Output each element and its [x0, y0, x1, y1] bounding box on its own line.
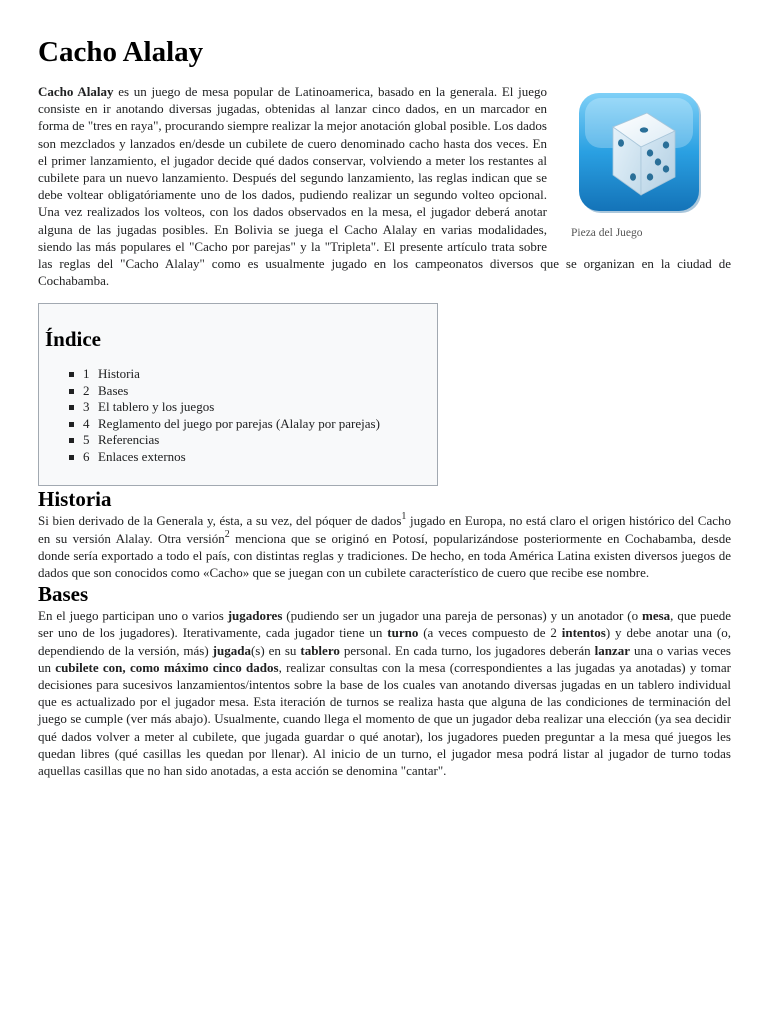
reference-2[interactable]: 2: [224, 528, 230, 540]
bases-bold-term: tablero: [300, 642, 340, 658]
toc-item-number: 4: [83, 415, 90, 431]
toc-item-number: 2: [83, 382, 90, 398]
toc-item-number: 1: [83, 366, 90, 382]
bases-text: (s) en su: [250, 642, 301, 658]
bases-bold-term: jugadores: [227, 608, 283, 624]
bases-text: En el juego participan uno o varios: [38, 608, 228, 624]
bullet-icon: [69, 405, 74, 410]
toc-item-enlaces[interactable]: [69, 449, 437, 466]
bases-bold-term: jugada: [212, 642, 251, 658]
bullet-icon: [69, 422, 74, 427]
toc-item-referencias[interactable]: [69, 432, 437, 449]
intro-bold-lead: Cacho Alalay: [38, 84, 114, 99]
toc-list: [45, 366, 437, 465]
bases-bold-term: mesa: [642, 608, 671, 624]
bases-text: (a veces compuesto de 2: [418, 625, 562, 641]
section-heading-bases: Bases: [38, 582, 89, 607]
toc-item-number: 5: [83, 432, 90, 448]
toc-item-historia[interactable]: [69, 366, 437, 383]
bullet-icon: [69, 455, 74, 460]
toc-item-number: 3: [83, 399, 90, 415]
toc-item-bases[interactable]: [69, 383, 437, 400]
bases-text: (pudiendo ser un jugador una pareja de personas) y un anotador (o: [282, 608, 642, 624]
historia-text-1: Si bien derivado de la Generala y, ésta, a su vez, del póquer de dados: [38, 513, 402, 529]
historia-text-3: menciona que se originó en Potosí, popularizándose posteriormente en Cochabamba, desde donde sería exportado a todo el país, con distintas reglas y tradiciones. De hecho, en toda América Latina existen diversos juegos de dados que son conocidos como «Cacho» que se juegan con un cubilete característico de cuero que recibe ese nombre.: [38, 530, 731, 581]
infobox-figure: [571, 93, 731, 239]
bases-text: , realizar consultas con la mesa (correspondientes a las jugadas ya anotadas) y tomar decisiones para sucesivos lanzamientos/intentos sobre la base de los cuales van anotando diversas jugadas en un tablero individual que es actualizado por el jugador mesa. Esta iteración de turnos se realiza hasta que alguna de las condiciones de terminación del juego se cumple (ver más abajo). Usualmente, cuando llega el momento de que un jugador deba realizar una elección (ya sea decidir qué dados volver a meter al cubilete, que jugada guardar o qué anotar), los jugadores pueden preguntar a la mesa qué juegos les quedan libres (qué casillas les quedan por llenar). Al inicio de un turno, el jugador mesa podrá listar al jugador de turno todas aquellas casillas que no han sido anotadas, a esta acción se denomina "cantar".: [38, 659, 731, 779]
dice-icon[interactable]: [577, 93, 705, 217]
toc-heading: Índice: [45, 327, 102, 352]
bullet-icon: [69, 389, 74, 394]
reference-1[interactable]: 1: [401, 511, 407, 523]
section-heading-historia: Historia: [38, 487, 112, 512]
toc-item-number: 6: [83, 448, 90, 464]
toc-item-tablero[interactable]: [69, 399, 437, 416]
bullet-icon: [69, 372, 74, 377]
toc-item-label[interactable]: Referencias: [98, 432, 160, 448]
bases-text: ) y debe anotar una (o, dependiendo de la versión, más): [38, 625, 731, 658]
toc-item-label[interactable]: Reglamento del juego por parejas (Alalay por parejas): [98, 415, 380, 431]
bases-bold-term: cubilete con, como máximo cinco dados: [55, 659, 279, 675]
figure-caption: Pieza del Juego: [571, 227, 643, 239]
page-title: Cacho Alalay: [38, 36, 204, 68]
bases-text: , que puede ser uno de los jugadores). Iterativamente, cada jugador tiene un: [38, 608, 732, 641]
bases-text: una o varias veces un: [38, 642, 731, 675]
toc-item-label[interactable]: Bases: [98, 382, 129, 398]
bullet-icon: [69, 438, 74, 443]
toc-item-label[interactable]: Enlaces externos: [98, 448, 186, 464]
historia-text-2: jugado en Europa, no está claro el origen histórico del Cacho en su versión Alalay. Otra versión: [38, 513, 731, 546]
historia-paragraph: [38, 512, 731, 581]
toc-item-label[interactable]: El tablero y los juegos: [98, 399, 215, 415]
bases-bold-term: turno: [387, 625, 419, 641]
bases-text: personal. En cada turno, los jugadores deberán: [339, 642, 595, 658]
toc-item-label[interactable]: Historia: [98, 366, 140, 382]
table-of-contents: [38, 303, 438, 486]
intro-text: es un juego de mesa popular de Latinoamerica, basado en la generala. El juego consiste en ir anotando diversas jugadas, obtenidas al lanzar cinco dados, en un marcador en forma de "tres en raya", procurando siempre realizar la mejor anotación global posible. Los dados son mezclados y lanzados en/desde un cubilete de cuero denominado cacho hasta dos veces. En el primer lanzamiento, el jugador decide qué dados conservar, volviendo a meter los restantes al cubilete para un nuevo lanzamiento. Después del segundo lanzamiento, las reglas indican que se debe voltear obligatóriamente uno de los dados, pudiendo realizar un segundo volteo opcional. Una vez realizados los volteos, con los dados observados en la mesa, el jugador deberá anotar alguna de las jugadas posibles. En Bolivia se juega el Cacho Alalay en varias modalidades, siendo las más populares el "Cacho por parejas" y la "Tripleta". El presente artículo trata sobre las reglas del "Cacho Alalay" como es usualmente jugado en los campeonatos diversos que se organizan en la ciudad de Cochabamba.: [38, 84, 731, 289]
bases-bold-term: lanzar: [594, 642, 630, 658]
article: [38, 0, 731, 779]
intro-section: [38, 83, 731, 289]
toc-item-reglamento[interactable]: [69, 416, 437, 433]
bases-bold-term: intentos: [561, 625, 606, 641]
bases-paragraph: [38, 607, 731, 779]
